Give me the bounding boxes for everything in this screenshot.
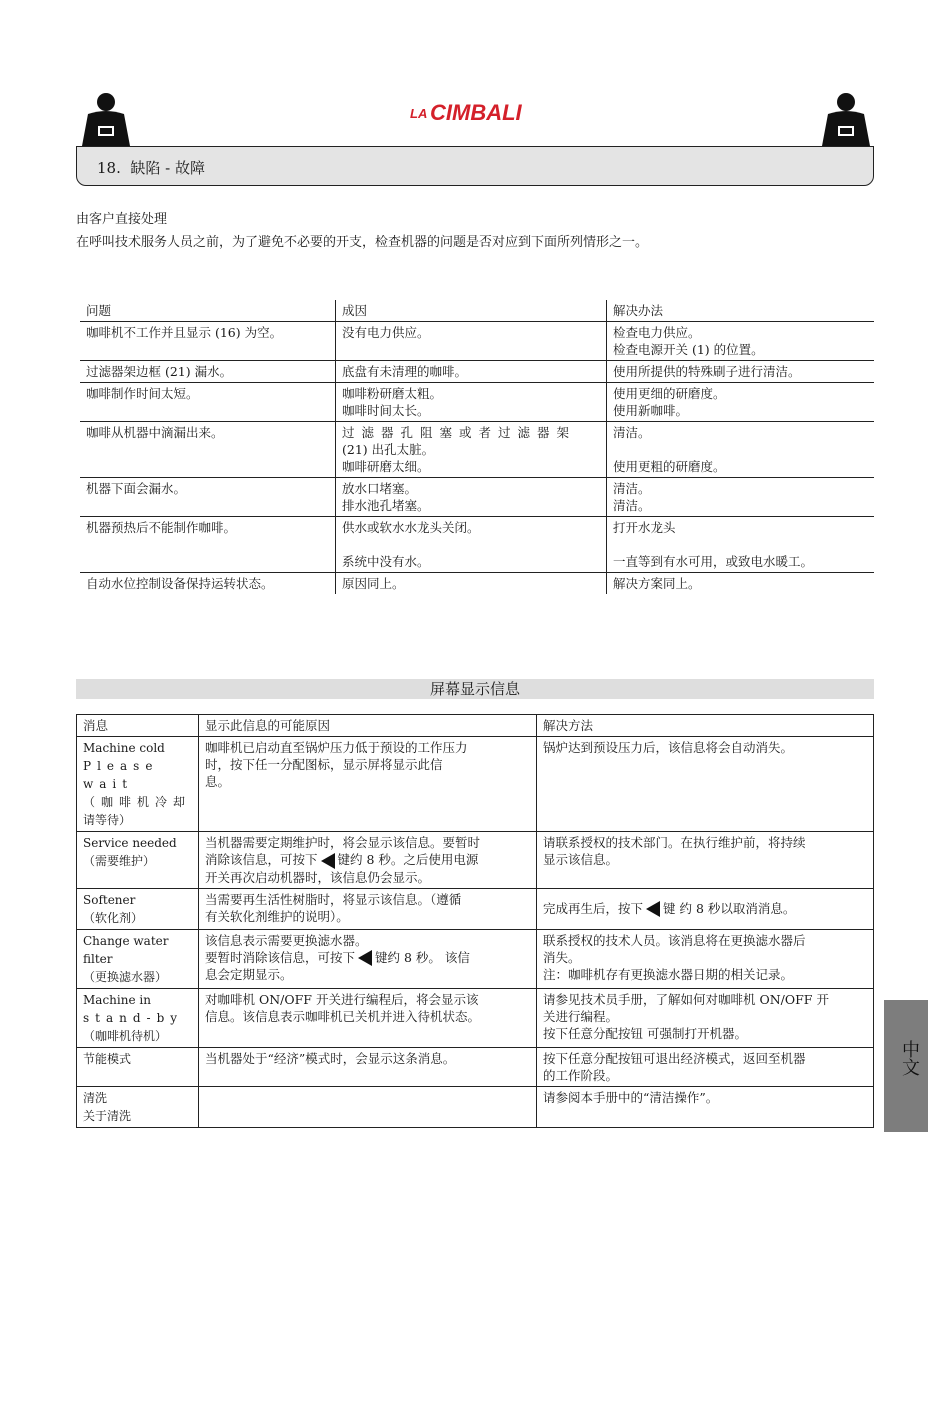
reason-cell: 对咖啡机 ON/OFF 开关进行编程后，将会显示该 信息。该信息表示咖啡机已关机并进入待机状态。	[199, 988, 537, 1047]
solution-cell: 使用更细的研磨度。 使用新咖啡。	[607, 383, 875, 422]
fix-cell: 联系授权的技术人员。该消息将在更换滤水器后 消失。 注：咖啡机存有更换滤水器日期的相关记录。	[537, 929, 874, 988]
cause-cell: 底盘有未清理的咖啡。	[336, 361, 607, 383]
message-cell: Change water filter （更换滤水器）	[77, 929, 199, 988]
fix-cell: 请参阅本手册中的“清洁操作”。	[537, 1086, 874, 1127]
table-row	[77, 1086, 874, 1127]
table-row	[77, 737, 874, 832]
solution-cell: 解决方案同上。	[607, 573, 875, 595]
cause-cell: 过滤器孔阻塞或者过滤器架 (21) 出孔太脏。 咖啡研磨太细。	[336, 422, 607, 478]
reason-cell	[199, 1086, 537, 1127]
message-cell: Machine cold Please wait （咖啡机冷却 请等待）	[77, 737, 199, 832]
reason-cell: 当需要再生活性树脂时，将显示该信息。（遵循 有关软化剂维护的说明）。	[199, 888, 537, 929]
message-cell: 清洗 关于清洗	[77, 1086, 199, 1127]
table-row	[80, 322, 874, 361]
cause-cell: 原因同上。	[336, 573, 607, 595]
display-messages-table	[76, 714, 874, 1128]
cause-cell: 没有电力供应。	[336, 322, 607, 361]
col-problem: 问题	[80, 300, 336, 322]
svg-text:CIMBALI: CIMBALI	[430, 100, 522, 124]
problem-cell: 自动水位控制设备保持运转状态。	[86, 576, 274, 591]
left-arrow-key-icon	[358, 950, 372, 966]
left-arrow-key-icon	[321, 853, 335, 869]
fix-cell: 完成再生后，按下 键 约 8 秒以取消消息。	[537, 888, 874, 929]
message-cell: Machine in stand-by （咖啡机待机）	[77, 988, 199, 1047]
solution-cell: 使用所提供的特殊刷子进行清洁。	[607, 361, 875, 383]
table-row	[77, 929, 874, 988]
cause-cell: 供水或软水水龙头关闭。 系统中没有水。	[336, 517, 607, 573]
reason-cell: 当机器处于“经济”模式时，会显示这条消息。	[199, 1047, 537, 1086]
troubleshooting-table	[80, 300, 874, 594]
fix-cell: 请联系授权的技术部门。在执行维护前，将持续 显示该信息。	[537, 832, 874, 889]
table-row	[80, 422, 874, 478]
table-row	[77, 832, 874, 889]
solution-cell: 清洁。 清洁。	[607, 478, 875, 517]
cause-cell: 放水口堵塞。 排水池孔堵塞。	[336, 478, 607, 517]
cause-cell: 咖啡粉研磨太粗。 咖啡时间太长。	[336, 383, 607, 422]
message-cell: Softener （软化剂）	[77, 888, 199, 929]
solution-cell: 清洁。 使用更粗的研磨度。	[607, 422, 875, 478]
problem-cell: 过滤器架边框 (21) 漏水。	[80, 361, 336, 383]
fix-cell: 锅炉达到预设压力后，该信息将会自动消失。	[537, 737, 874, 832]
table-row	[80, 383, 874, 422]
table-row	[80, 517, 874, 573]
col-cause: 成因	[336, 300, 607, 322]
col-solution: 解决办法	[607, 300, 875, 322]
col-message: 消息	[77, 715, 199, 737]
problem-cell: 咖啡制作时间太短。	[80, 383, 336, 422]
table-row	[80, 573, 874, 595]
fix-cell: 请参见技术员手册，了解如何对咖啡机 ON/OFF 开 关进行编程。 按下任意分配按钮 可强制打开机器。	[537, 988, 874, 1047]
waiter-icon-left	[78, 92, 134, 146]
intro-text: 在呼叫技术服务人员之前，为了避免不必要的开支，检查机器的问题是否对应到下面所列情形之一。	[76, 235, 649, 250]
problem-cell: 机器下面会漏水。	[80, 478, 336, 517]
reason-cell: 当机器需要定期维护时，将会显示该信息。要暂时 消除该信息，可按下 键约 8 秒。之后使用电源 开关再次启动机器时，该信息仍会显示。	[199, 832, 537, 889]
table-row	[77, 988, 874, 1047]
solution-cell: 打开水龙头 一直等到有水可用，或致电水暖工。	[607, 517, 875, 573]
reason-cell: 该信息表示需要更换滤水器。 要暂时消除该信息，可按下 键约 8 秒。 该信 息会定期显示。	[199, 929, 537, 988]
left-arrow-key-icon	[646, 901, 660, 917]
table-row	[80, 478, 874, 517]
section-header	[76, 146, 874, 186]
reason-cell: 咖啡机已启动直至锅炉压力低于预设的工作压力 时，按下任一分配图标，显示屏将显示此信 息。	[199, 737, 537, 832]
problem-cell: 机器预热后不能制作咖啡。	[80, 517, 336, 573]
col-reason: 显示此信息的可能原因	[199, 715, 537, 737]
waiter-icon-right	[818, 92, 874, 146]
table-row	[80, 361, 874, 383]
svg-text:LA: LA	[410, 106, 428, 121]
solution-cell: 检查电力供应。 检查电源开关 (1) 的位置。	[607, 322, 875, 361]
problem-cell: 咖啡从机器中滴漏出来。	[80, 422, 336, 478]
fix-cell: 按下任意分配按钮可退出经济模式，返回至机器 的工作阶段。	[537, 1047, 874, 1086]
display-messages-title: 屏幕显示信息	[76, 679, 874, 699]
intro-title: 由客户直接处理	[76, 212, 168, 227]
message-cell: Service needed （需要维护）	[77, 832, 199, 889]
message-cell: 节能模式	[77, 1047, 199, 1086]
language-tab-label: 中文	[899, 1040, 920, 1076]
lacimbali-logo	[410, 98, 542, 124]
col-fix: 解决方法	[537, 715, 874, 737]
language-tab	[884, 1000, 928, 1132]
table-row	[77, 888, 874, 929]
table-row	[77, 1047, 874, 1086]
problem-cell: 咖啡机不工作并且显示 (16) 为空。	[80, 322, 336, 361]
section-heading: 18. 缺陷 - 故障	[97, 159, 206, 177]
